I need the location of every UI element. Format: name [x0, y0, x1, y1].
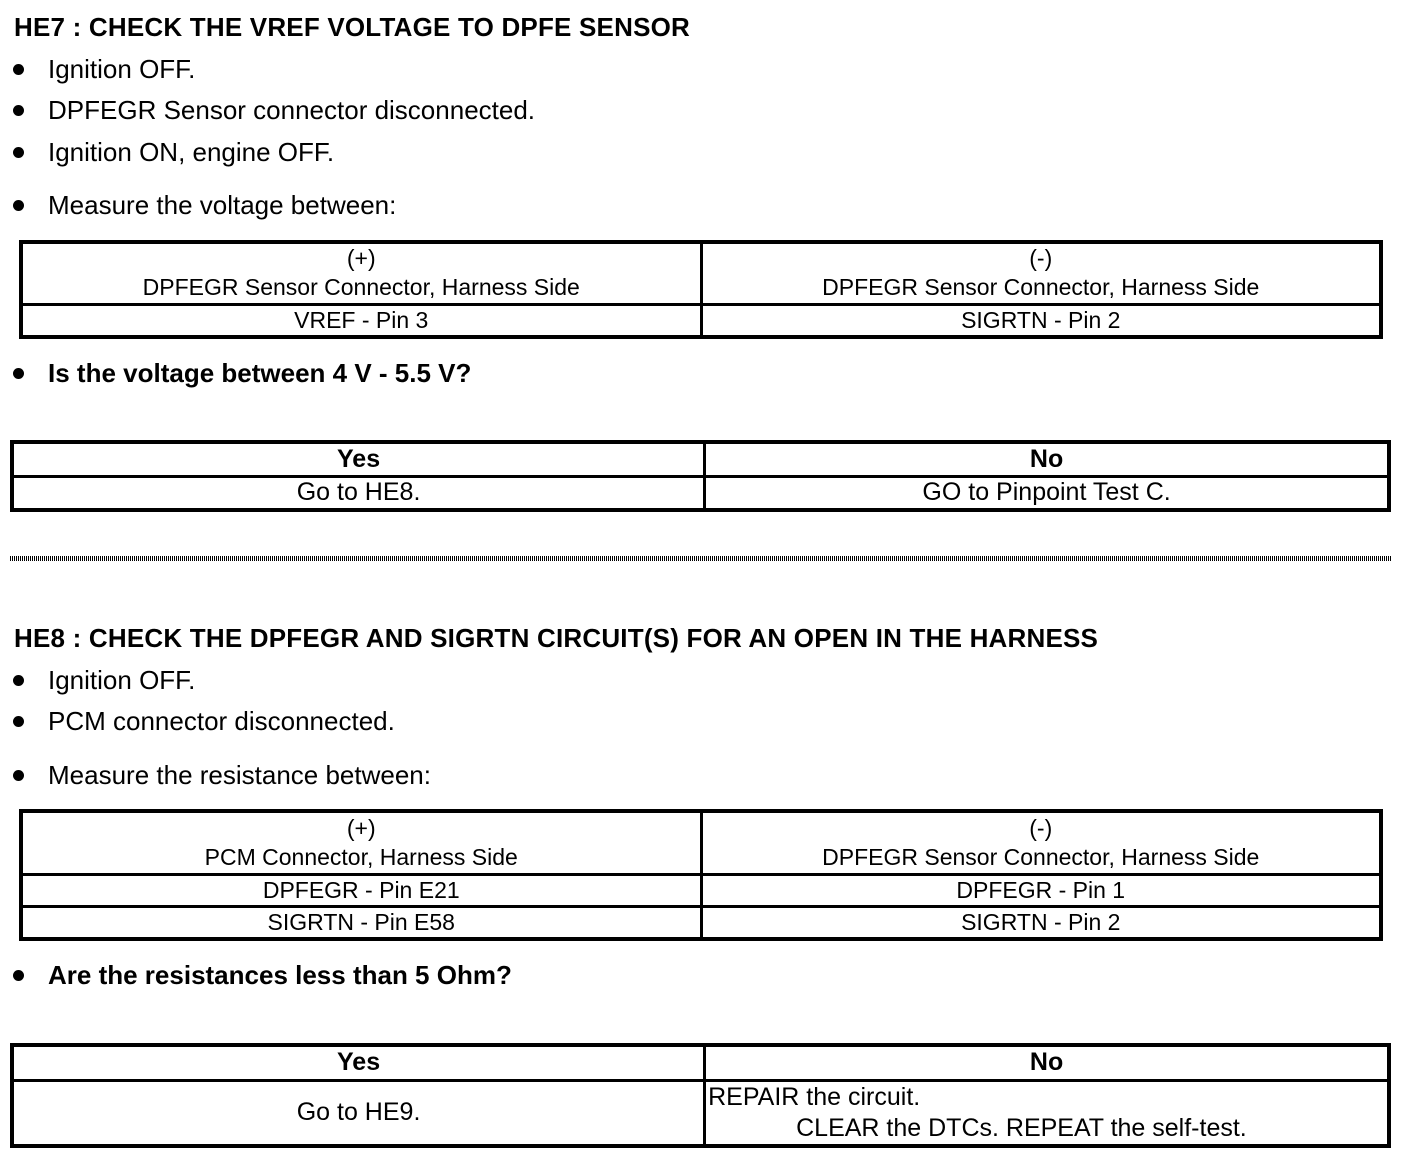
table-cell: SIGRTN - Pin 2: [701, 304, 1381, 337]
negative-header-cell: [701, 242, 1381, 304]
no-action-line-2: CLEAR the DTCs. REPEAT the self-test.: [796, 1113, 1247, 1142]
no-action: GO to Pinpoint Test C.: [705, 476, 1389, 510]
no-header: No: [705, 1045, 1389, 1080]
negative-sign: (-): [1029, 814, 1053, 841]
he7-measure: [10, 190, 396, 221]
bullet-icon: [13, 770, 24, 781]
no-header: No: [705, 442, 1389, 476]
table-cell: SIGRTN - Pin E58: [21, 906, 701, 939]
positive-label: DPFEGR Sensor Connector, Harness Side: [142, 274, 580, 301]
step-text: Ignition OFF.: [48, 54, 196, 84]
yes-action: Go to HE9.: [12, 1080, 705, 1146]
he7-step-2: [10, 95, 535, 126]
he7-measure-table: [19, 240, 1383, 339]
measure-text: Measure the resistance between:: [48, 760, 431, 790]
positive-label: PCM Connector, Harness Side: [204, 843, 518, 870]
negative-sign: (-): [1029, 245, 1053, 272]
bullet-icon: [13, 64, 24, 75]
no-action: [705, 1080, 1389, 1146]
measure-text: Measure the voltage between:: [48, 190, 397, 220]
yes-header: Yes: [12, 1045, 705, 1080]
positive-sign: (+): [346, 245, 376, 272]
positive-header-cell: [21, 242, 701, 304]
he8-measure-table: [19, 809, 1383, 941]
he7-result-table: [10, 440, 1391, 512]
bullet-icon: [13, 716, 24, 727]
he8-step-1: [10, 665, 195, 696]
step-text: PCM connector disconnected.: [48, 706, 395, 736]
bullet-icon: [13, 970, 24, 981]
no-action-line-1: REPAIR the circuit.: [708, 1082, 921, 1111]
positive-header-cell: [21, 811, 701, 874]
table-cell: VREF - Pin 3: [21, 304, 701, 337]
table-cell: DPFEGR - Pin E21: [21, 874, 701, 906]
bullet-icon: [13, 675, 24, 686]
step-text: Ignition OFF.: [48, 665, 196, 695]
positive-sign: (+): [346, 814, 376, 841]
negative-label: DPFEGR Sensor Connector, Harness Side: [822, 843, 1260, 870]
table-cell: DPFEGR - Pin 1: [701, 874, 1381, 906]
bullet-icon: [13, 147, 24, 158]
step-text: Ignition ON, engine OFF.: [48, 137, 335, 167]
he8-measure: [10, 760, 431, 791]
yes-header: Yes: [12, 442, 705, 476]
question-text: Are the resistances less than 5 Ohm?: [48, 960, 512, 990]
step-text: DPFEGR Sensor connector disconnected.: [48, 95, 536, 125]
he8-question: [10, 960, 512, 991]
he8-result-table: [10, 1043, 1391, 1148]
negative-label: DPFEGR Sensor Connector, Harness Side: [822, 274, 1260, 301]
he8-step-2: [10, 706, 395, 737]
he7-title: HE7 : CHECK THE VREF VOLTAGE TO DPFE SENSOR: [14, 12, 691, 42]
question-text: Is the voltage between 4 V - 5.5 V?: [48, 358, 472, 388]
negative-header-cell: [701, 811, 1381, 874]
bullet-icon: [13, 200, 24, 211]
he7-step-3: [10, 137, 334, 168]
table-cell: SIGRTN - Pin 2: [701, 906, 1381, 939]
he8-title: HE8 : CHECK THE DPFEGR AND SIGRTN CIRCUIT(S) FOR AN OPEN IN THE HARNESS: [14, 623, 1099, 653]
he7-question: [10, 358, 471, 389]
he7-step-1: [10, 54, 195, 85]
yes-action: Go to HE8.: [12, 476, 705, 510]
section-divider: [10, 556, 1391, 561]
bullet-icon: [13, 368, 24, 379]
bullet-icon: [13, 105, 24, 116]
